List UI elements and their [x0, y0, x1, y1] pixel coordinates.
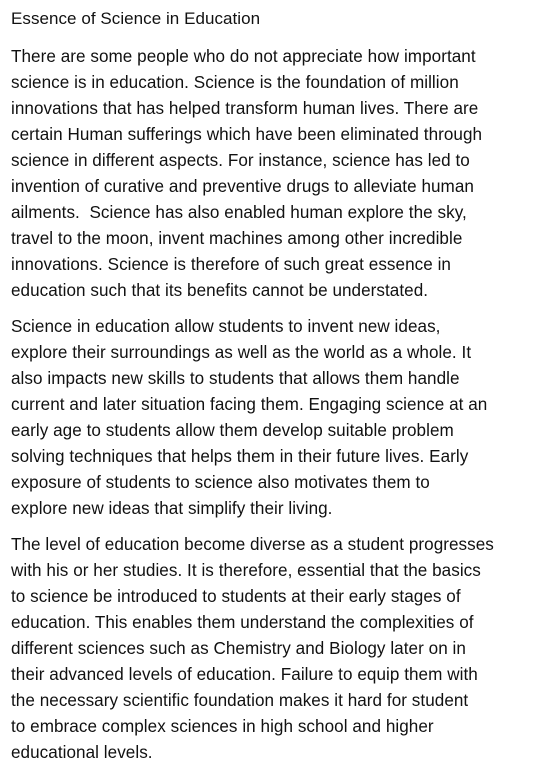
paragraph-line: innovations. Science is therefore of such great essence in: [11, 255, 451, 274]
paragraph-line: to science be introduced to students at their early stages of: [11, 587, 461, 606]
paragraph-line: certain Human sufferings which have been eliminated through: [11, 125, 483, 144]
paragraph-line: solving techniques that helps them in their future lives. Early: [11, 447, 469, 466]
paragraph-line: The level of education become diverse as a student progresses: [11, 535, 494, 554]
paragraph-line: current and later situation facing them. Engaging science at an: [11, 395, 488, 414]
paragraph-line: their advanced levels of education. Failure to equip them with: [11, 665, 478, 684]
paragraph-line: the necessary scientific foundation makes it hard for student: [11, 691, 469, 710]
paragraph-line: education such that its benefits cannot be understated.: [11, 281, 429, 300]
paragraph-line: invention of curative and preventive drugs to alleviate human: [11, 177, 474, 196]
paragraph-1: [11, 44, 543, 304]
paragraph-line: exposure of students to science also motivates them to: [11, 473, 430, 492]
paragraph-line: explore new ideas that simplify their living.: [11, 499, 333, 518]
paragraph-line: There are some people who do not appreciate how important: [11, 47, 476, 66]
paragraph-line: also impacts new skills to students that allows them handle: [11, 369, 460, 388]
paragraph-line: with his or her studies. It is therefore, essential that the basics: [11, 561, 481, 580]
paragraph-3: [11, 532, 543, 766]
paragraph-line: innovations that has helped transform human lives. There are: [11, 99, 479, 118]
paragraph-line: different sciences such as Chemistry and Biology later on in: [11, 639, 466, 658]
paragraph-line: education. This enables them understand the complexities of: [11, 613, 474, 632]
paragraph-line: science is in education. Science is the foundation of million: [11, 73, 459, 92]
paragraph-line: travel to the moon, invent machines among other incredible: [11, 229, 463, 248]
paragraph-2: [11, 314, 543, 522]
paragraph-line: ailments. Science has also enabled human explore the sky,: [11, 203, 467, 222]
paragraph-line: to embrace complex sciences in high school and higher: [11, 717, 434, 736]
paragraph-line: educational levels.: [11, 743, 153, 762]
document-title: Essence of Science in Education: [11, 9, 261, 28]
paragraph-line: early age to students allow them develop suitable problem: [11, 421, 454, 440]
paragraph-line: science in different aspects. For instance, science has led to: [11, 151, 470, 170]
paragraph-line: Science in education allow students to invent new ideas,: [11, 317, 441, 336]
paragraph-line: explore their surroundings as well as the world as a whole. It: [11, 343, 472, 362]
